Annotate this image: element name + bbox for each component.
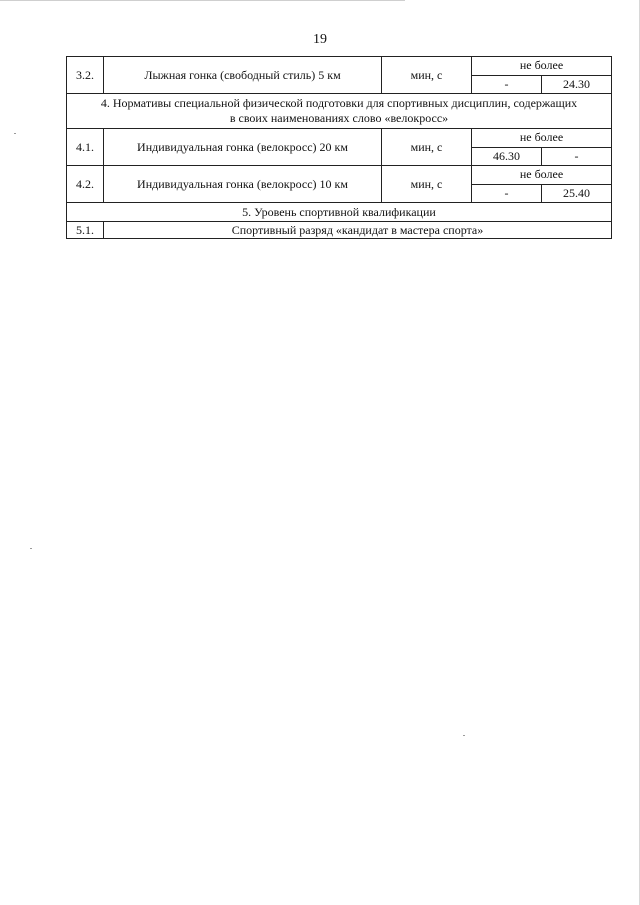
norms-table [66,56,612,239]
row-header: не более [472,129,612,148]
scan-speck [463,735,465,736]
row-name: Спортивный разряд «кандидат в мастера спорта» [104,222,612,239]
row-value-1: - [472,75,542,94]
row-name: Индивидуальная гонка (велокросс) 10 км [104,166,382,203]
section-4-line1: 4. Нормативы специальной физической подготовки для спортивных дисциплин, содержащих [100,96,578,110]
row-value-2: - [542,147,612,166]
row-name: Индивидуальная гонка (велокросс) 20 км [104,129,382,166]
scan-edge-top [0,0,405,1]
table-row [67,57,612,76]
row-value-2: 25.40 [542,184,612,203]
row-unit: мин, с [382,129,472,166]
row-unit: мин, с [382,57,472,94]
table-row [67,166,612,185]
row-name: Лыжная гонка (свободный стиль) 5 км [104,57,382,94]
section-4-title [67,94,612,129]
row-header: не более [472,57,612,76]
row-code: 4.2. [67,166,104,203]
section-row [67,203,612,222]
row-unit: мин, с [382,166,472,203]
scan-speck [30,548,32,549]
section-4-line2: в своих наименованиях слово «велокросс» [229,111,449,125]
page-number: 19 [313,32,327,47]
section-5-title: 5. Уровень спортивной квалификации [67,203,612,222]
row-code: 5.1. [67,222,104,239]
scan-speck [14,133,16,134]
row-value-1: 46.30 [472,147,542,166]
row-value-1: - [472,184,542,203]
row-code: 3.2. [67,57,104,94]
section-row [67,94,612,129]
table-row [67,222,612,239]
table-row [67,129,612,148]
row-header: не более [472,166,612,185]
row-code: 4.1. [67,129,104,166]
row-value-2: 24.30 [542,75,612,94]
